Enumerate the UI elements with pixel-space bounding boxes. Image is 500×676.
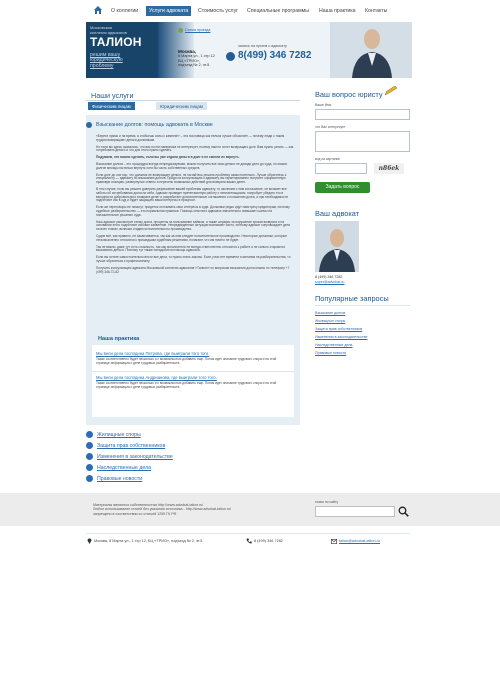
phone-note: запись на прием к адвокату bbox=[238, 44, 287, 48]
question-form-title: Ваш вопрос юристу bbox=[315, 90, 383, 99]
bullet-icon bbox=[86, 122, 92, 128]
article-body: «Береги прямо и на время, а отобьешь силы с камнем!» – эта пословица как нельзя лучше объясняет — почему люди с таким трудом возвращают деньги должникам. Но если вы здесь оказались, что вас почти наверняка не интересует, почему нам не хотят возвращать долг. Вам нужно узнать — как потребовать деньги и что для этого нужно сделать. Подумаем, что можно сделать, если вы уже отдали деньги в долг и не смогли их вернуть. Взыскание долгов – это процедура всегда непредсказуемая, можно получить все свои деньги не доводя дело до суда, но можно долгие месяцы пытаться вернуть хотя бы часть собственных средств. Если долг до сих пор, что должник не возвращает деньги, не пытайтесь решить проблему самостоятельно. Лучше обратитесь к специалисту — адвокату по взысканию долгов. Придя на консультацию к адвокату, вы гарантированно получите оформленную правовую позицию, развернутые ответы и перечень возможных действий для возврата ваших денег. В том случае, если вы решите доверить разрешение вашей проблемы адвокату, то заключив с ним соглашение, он возьмет все заботы об истребовании долга на себя. Адвокат проведет претензионную работу с неплательщиком, попробует убедить его в выгодности добровольного возврата денег и разработает дополнительные соглашения о погашении долга, а при необходимости подготовит иск в суд и будет защищать ваши интересы в процессе. Если же переговоры не помогут, придется отстаивать свои интересы в суде. Должники редко идут навстречу кредиторам, поэтому судебное разбирательство — это нормальная практика. Помощь опытного адвоката значительно повышает шансы на положительное решение суда. Наш адвокат рассмотрит схему долга, проценты за пользование займом, а также штрафы за нарушение сроков возврата и на основании этого подготовит исковое заявление. Непредвиденные ситуации возникают часто, поэтому адвокат сопровождает дело на всех этапах, включая стадию исполнительного производства. Судов всё, как правило, не заканчивается, так как за ним следует исполнительное производство. Некоторые должники, которые легкомысленно относятся к пришедшим судебным решениям, полагают, что им ничего не будет. Так не важно, даже тут есть сложность, так как исполнители не всегда ответственно относятся к работе и не сильно стараются взыскивать деньги. Поэтому тут также понадобится помощь адвоката. Если вы хотите самостоятельно вести все дела, то нужно знать законы. Если у вас нет времени и желания на разбирательства, то лучше обратиться к профессионалу. Получить консультацию адвоката Московской коллегии адвокатов «Талион» по вопросам взыскания долга можно по телефону +7 (499) 346-72-82 bbox=[96, 134, 294, 274]
nav-item-programs[interactable]: Специальные программы bbox=[247, 8, 309, 14]
lawyer-avatar bbox=[315, 221, 359, 272]
site-header bbox=[86, 22, 412, 78]
tab-companies[interactable]: Юридическим лицам bbox=[156, 102, 207, 110]
arrow-icon bbox=[86, 475, 93, 482]
header-phone[interactable]: 8(499) 346 7282 bbox=[238, 50, 312, 61]
lawyer-email[interactable]: super@advokat.ru bbox=[315, 280, 345, 284]
footer-phone: 8 (499) 346 7282 bbox=[254, 539, 283, 543]
lawyer-phone: 8 (499) 346 7282 bbox=[315, 275, 343, 279]
lawyer-photo bbox=[330, 22, 412, 78]
case-link[interactable]: Мы вели дела господина Петрова, где выиграли того того. bbox=[96, 351, 210, 356]
article-title: Взыскание долгов: помощь адвоката в Москве bbox=[96, 122, 213, 128]
brand-subtitle: Московская коллегия адвокатов bbox=[90, 25, 127, 35]
brand-block[interactable] bbox=[86, 22, 158, 78]
phone-icon bbox=[246, 538, 252, 544]
map-pin-icon bbox=[178, 28, 183, 33]
phone-icon bbox=[226, 52, 235, 61]
case-link[interactable]: Мы вели дела господина Андрианова, где выиграли того того. bbox=[96, 375, 217, 380]
practice-title: Наша практика bbox=[98, 336, 140, 342]
mail-icon bbox=[331, 539, 337, 544]
question-textarea[interactable] bbox=[315, 131, 410, 152]
arrow-icon bbox=[86, 464, 93, 471]
nav-item-practice[interactable]: Наша практика bbox=[319, 8, 356, 14]
address-city: Москва, bbox=[178, 49, 197, 54]
article-box bbox=[86, 115, 300, 425]
popular-link[interactable]: Изменения в законодательстве bbox=[315, 335, 368, 339]
case-divider bbox=[92, 371, 294, 372]
top-navigation bbox=[0, 0, 500, 22]
case-description: Также соответственно будет несколько и с возможностью добавить еще. Потом идет описание трудового спора и на этой странице информация о деле трудовых разбирательств. bbox=[96, 357, 277, 365]
captcha-input[interactable] bbox=[315, 163, 367, 174]
case-description: Также соответственно будет несколько и с возможностью добавить еще. Потом идет описание трудового спора и на этой странице информация о деле трудовых разбирательств. bbox=[96, 381, 277, 389]
page-title: Наши услуги bbox=[91, 91, 134, 100]
brand-logo: ТАЛИОН bbox=[90, 35, 142, 49]
popular-link[interactable]: Наследственные дела bbox=[315, 343, 353, 347]
tab-individuals[interactable]: Физическим лицам bbox=[88, 102, 135, 110]
question-label: что Вас интересует bbox=[315, 125, 346, 129]
brand-slogan: решим вашу юридическую проблему bbox=[90, 52, 123, 69]
location-icon bbox=[87, 538, 92, 544]
name-label: Ваше Имя bbox=[315, 103, 332, 107]
topic-link[interactable]: Защита прав собственников bbox=[97, 443, 166, 449]
address-block: 8 Марта ул., 1 стр 12 БЦ «ТРИО», подъезд № 2, эт.5 bbox=[178, 54, 215, 68]
arrow-icon bbox=[86, 442, 93, 449]
footer-divider bbox=[86, 533, 410, 534]
footer-bar bbox=[0, 493, 500, 526]
lawyer-title: Ваш адвокат bbox=[315, 209, 360, 218]
footer-copyright: Материалы являются собственностью http://www.advokat-talion.ru/ Любое использование статей без указания источника - http://www.advokat-talion.ru/ запрещено в соответствии со статьей 1259 ГК РФ bbox=[93, 503, 231, 516]
pencil-icon bbox=[384, 86, 398, 96]
popular-link[interactable]: Жилищные споры bbox=[315, 319, 346, 323]
captcha-image: n86ek bbox=[374, 163, 404, 174]
popular-link[interactable]: Правовые новости bbox=[315, 351, 347, 355]
search-icon[interactable] bbox=[398, 506, 409, 517]
home-icon[interactable] bbox=[93, 5, 103, 15]
popular-link[interactable]: Защита прав собственников bbox=[315, 327, 363, 331]
topic-link[interactable]: Правовые новости bbox=[97, 476, 143, 482]
captcha-label: код на картинке bbox=[315, 157, 340, 161]
topic-link[interactable]: Жилищные споры bbox=[97, 432, 141, 438]
nav-item-services[interactable]: Услуги адвоката bbox=[146, 6, 191, 16]
practice-list bbox=[92, 345, 294, 417]
arrow-icon bbox=[86, 453, 93, 460]
name-input[interactable] bbox=[315, 109, 410, 120]
topic-link[interactable]: Изменения в законодательстве bbox=[97, 454, 173, 460]
submit-question-button[interactable]: Задать вопрос bbox=[315, 182, 370, 193]
title-divider bbox=[86, 100, 300, 101]
arrow-icon bbox=[86, 431, 93, 438]
popular-title: Популярные запросы bbox=[315, 294, 389, 303]
nav-item-contacts[interactable]: Контакты bbox=[365, 8, 388, 14]
popular-divider bbox=[315, 305, 410, 306]
nav-item-prices[interactable]: Стоимость услуг bbox=[198, 8, 239, 14]
footer-email[interactable]: talion@advokat-talion.ru bbox=[339, 539, 381, 543]
popular-link[interactable]: Взыскание долгов bbox=[315, 311, 346, 315]
footer-address: Москва, 8 Марта ул., 1 стр 12, БЦ «ТРИО», подъезд № 2, эт.5 bbox=[94, 539, 203, 543]
search-label: поиск по сайту bbox=[315, 500, 339, 504]
topic-link[interactable]: Наследственные дела bbox=[97, 465, 152, 471]
map-link[interactable]: Схема проезда bbox=[185, 28, 211, 32]
nav-item-about[interactable]: О коллегии bbox=[111, 8, 139, 14]
search-input[interactable] bbox=[315, 506, 395, 517]
